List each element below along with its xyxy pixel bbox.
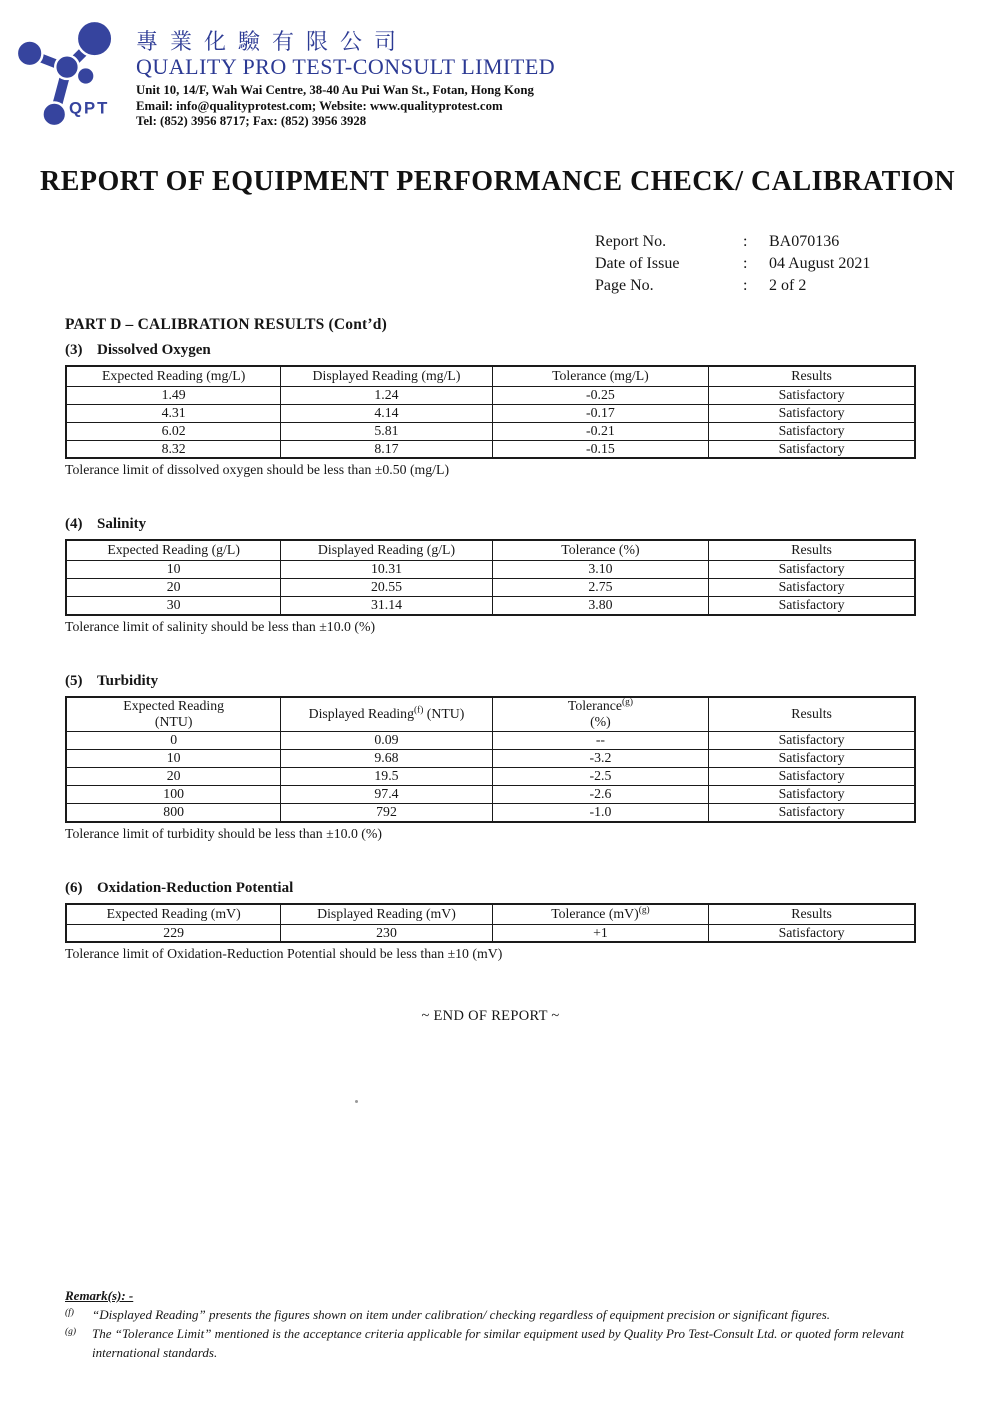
separator-colon: :	[743, 255, 748, 272]
table-cell: Satisfactory	[709, 386, 915, 404]
table-cell: 229	[66, 924, 281, 942]
section-turbidity	[65, 673, 916, 842]
tolerance-note: Tolerance limit of turbidity should be less than ±10.0 (%)	[65, 826, 382, 842]
remark-text: The “Tolerance Limit” mentioned is the acceptance criteria applicable for similar equipment used by Quality Pro Test-Consult Ltd. or quoted form relevant international standards.	[92, 1325, 904, 1360]
table-header-cell: Expected Reading (g/L)	[66, 540, 281, 560]
section-salinity	[65, 516, 916, 634]
table-header-row	[66, 366, 915, 386]
table-row	[66, 578, 915, 596]
table-header-cell: Results	[709, 697, 915, 732]
table-header-cell: Tolerance (mV)$^{(g)}$	[492, 904, 708, 924]
company-contact-block	[136, 83, 555, 128]
qpt-molecule-logo	[10, 12, 128, 136]
table-header-cell: Tolerance (%)	[492, 540, 708, 560]
letterhead-text	[136, 12, 555, 136]
table-cell: +1	[492, 924, 708, 942]
footnote-superscript: (g)	[638, 905, 650, 916]
page-number-row	[595, 275, 870, 297]
table-header-cell: Expected Reading (mg/L)	[66, 366, 281, 386]
table-row	[66, 404, 915, 422]
company-name-english: QUALITY PRO TEST-CONSULT LIMITED	[136, 54, 556, 80]
scan-artifact-dot	[355, 1100, 358, 1103]
footnote-superscript: (f)	[413, 705, 424, 716]
table-cell: 4.31	[66, 404, 281, 422]
section-heading	[65, 673, 916, 690]
remark-item-g	[65, 1325, 933, 1363]
table-cell: 97.4	[281, 786, 492, 804]
table-cell: -3.2	[492, 750, 708, 768]
table-header-cell: Tolerance$^{(g)}$ (%)	[492, 697, 708, 732]
page-number-label: Page No.	[595, 277, 654, 294]
tolerance-note: Tolerance limit of salinity should be less than ±10.0 (%)	[65, 618, 376, 634]
table-cell: 1.24	[281, 386, 492, 404]
report-number-label: Report No.	[595, 233, 667, 250]
table-cell: Satisfactory	[709, 732, 915, 750]
table-cell: Satisfactory	[709, 596, 915, 614]
table-row	[66, 386, 915, 404]
table-row	[66, 786, 915, 804]
section-title: Dissolved Oxygen	[97, 342, 211, 358]
section-heading	[65, 342, 916, 359]
section-number: (5)	[65, 672, 83, 689]
letterhead	[10, 12, 555, 136]
company-email-website: Email: info@qualityprotest.com; Website: www.qualityprotest.com	[136, 98, 503, 113]
section-heading	[65, 516, 916, 533]
table-header-cell: Results	[709, 540, 915, 560]
table-header-cell: Displayed Reading (mg/L)	[281, 366, 492, 386]
table-header-cell: Tolerance (mg/L)	[492, 366, 708, 386]
table-cell: Satisfactory	[709, 786, 915, 804]
table-cell: 20	[66, 578, 281, 596]
table-cell: 19.5	[281, 768, 492, 786]
table-cell: Satisfactory	[709, 768, 915, 786]
table-header-cell: Results	[709, 904, 915, 924]
table-cell: 3.10	[492, 560, 708, 578]
tolerance-note: Tolerance limit of dissolved oxygen should be less than ±0.50 (mg/L)	[65, 462, 450, 478]
section-title: Salinity	[97, 516, 147, 533]
date-of-issue-value: 04 August 2021	[769, 255, 871, 272]
section-number: (6)	[65, 880, 83, 897]
table-row	[66, 560, 915, 578]
table-cell: 20	[66, 768, 281, 786]
table-header-cell: Results	[709, 366, 915, 386]
table-cell: Satisfactory	[709, 804, 915, 822]
salinity-table	[65, 539, 916, 615]
page-number-value: 2 of 2	[769, 277, 807, 294]
section-title: Oxidation-Reduction Potential	[97, 880, 294, 897]
table-cell: Satisfactory	[709, 578, 915, 596]
table-cell: Satisfactory	[709, 924, 915, 942]
section-number: (4)	[65, 516, 83, 533]
table-header-row	[66, 904, 915, 924]
separator-colon: :	[743, 277, 748, 294]
remarks-heading: Remark(s): -	[65, 1288, 134, 1303]
report-info-block	[595, 231, 870, 297]
table-header-cell: Expected Reading (NTU)	[66, 697, 281, 732]
table-cell: -0.21	[492, 422, 708, 440]
table-cell: 10	[66, 560, 281, 578]
table-cell: Satisfactory	[709, 440, 915, 458]
table-cell: Satisfactory	[709, 422, 915, 440]
logo-qpt-text: QPT	[69, 98, 110, 118]
table-cell: 20.55	[281, 578, 492, 596]
table-cell: 792	[281, 804, 492, 822]
company-address: Unit 10, 14/F, Wah Wai Centre, 38-40 Au Pui Wan St., Fotan, Hong Kong	[136, 83, 534, 98]
table-cell: 10	[66, 750, 281, 768]
section-dissolved-oxygen	[65, 342, 916, 478]
dissolved-oxygen-table	[65, 365, 916, 459]
remark-marker: (g)	[65, 1326, 77, 1337]
report-number-row	[595, 231, 870, 253]
table-cell: 3.80	[492, 596, 708, 614]
separator-colon: :	[743, 233, 748, 250]
table-cell: -0.25	[492, 386, 708, 404]
table-cell: 31.14	[281, 596, 492, 614]
section-heading	[65, 880, 916, 897]
remarks-block	[65, 1288, 933, 1363]
table-cell: 9.68	[281, 750, 492, 768]
table-cell: -0.17	[492, 404, 708, 422]
main-content	[65, 316, 916, 1025]
table-row	[66, 768, 915, 786]
table-row	[66, 750, 915, 768]
table-row	[66, 804, 915, 822]
table-cell: 0.09	[281, 732, 492, 750]
table-cell: 0	[66, 732, 281, 750]
table-header-cell: Expected Reading (mV)	[66, 904, 281, 924]
table-cell: 800	[66, 804, 281, 822]
remark-item-f	[65, 1306, 933, 1325]
section-oxidation-reduction-potential	[65, 880, 916, 962]
report-title: REPORT OF EQUIPMENT PERFORMANCE CHECK/ CALIBRATION	[40, 166, 956, 197]
table-cell: 8.17	[281, 440, 492, 458]
part-d-heading: PART D – CALIBRATION RESULTS (Cont’d)	[65, 316, 387, 333]
table-header-row	[66, 697, 915, 732]
section-number: (3)	[65, 342, 83, 358]
section-title: Turbidity	[97, 672, 159, 689]
table-row	[66, 422, 915, 440]
tolerance-note: Tolerance limit of Oxidation-Reduction Potential should be less than ±10 (mV)	[65, 946, 503, 962]
table-row	[66, 596, 915, 614]
table-row	[66, 924, 915, 942]
table-cell: 5.81	[281, 422, 492, 440]
table-header-cell: Displayed Reading (g/L)	[281, 540, 492, 560]
table-cell: 1.49	[66, 386, 281, 404]
remark-text: “Displayed Reading” presents the figures shown on item under calibration/ checking regardless of equipment precision or significant figures.	[92, 1307, 831, 1322]
turbidity-table	[65, 696, 916, 823]
end-of-report-marker: ~ END OF REPORT ~	[421, 1008, 560, 1025]
table-cell: -2.6	[492, 786, 708, 804]
company-tel-fax: Tel: (852) 3956 8717; Fax: (852) 3956 3928	[136, 113, 367, 128]
table-cell: Satisfactory	[709, 750, 915, 768]
table-cell: 100	[66, 786, 281, 804]
table-cell: 230	[281, 924, 492, 942]
table-cell: --	[492, 732, 708, 750]
report-number-value: BA070136	[769, 233, 840, 250]
table-cell: 2.75	[492, 578, 708, 596]
table-cell: -1.0	[492, 804, 708, 822]
company-name-chinese: 專業化驗有限公司	[136, 29, 409, 54]
table-row	[66, 732, 915, 750]
table-header-cell: Displayed Reading (mV)	[281, 904, 492, 924]
footnote-superscript: (g)	[622, 697, 633, 708]
table-cell: -2.5	[492, 768, 708, 786]
table-cell: 8.32	[66, 440, 281, 458]
table-header-row	[66, 540, 915, 560]
table-cell: Satisfactory	[709, 404, 915, 422]
table-row	[66, 440, 915, 458]
table-cell: 10.31	[281, 560, 492, 578]
table-cell: -0.15	[492, 440, 708, 458]
date-of-issue-row	[595, 253, 870, 275]
table-header-cell: Displayed Reading$^{(f)}$ (NTU)	[281, 697, 492, 732]
table-cell: 4.14	[281, 404, 492, 422]
remark-marker: (f)	[65, 1308, 74, 1318]
table-cell: 30	[66, 596, 281, 614]
orp-table	[65, 903, 916, 943]
date-of-issue-label: Date of Issue	[595, 255, 680, 272]
table-cell: 6.02	[66, 422, 281, 440]
table-cell: Satisfactory	[709, 560, 915, 578]
